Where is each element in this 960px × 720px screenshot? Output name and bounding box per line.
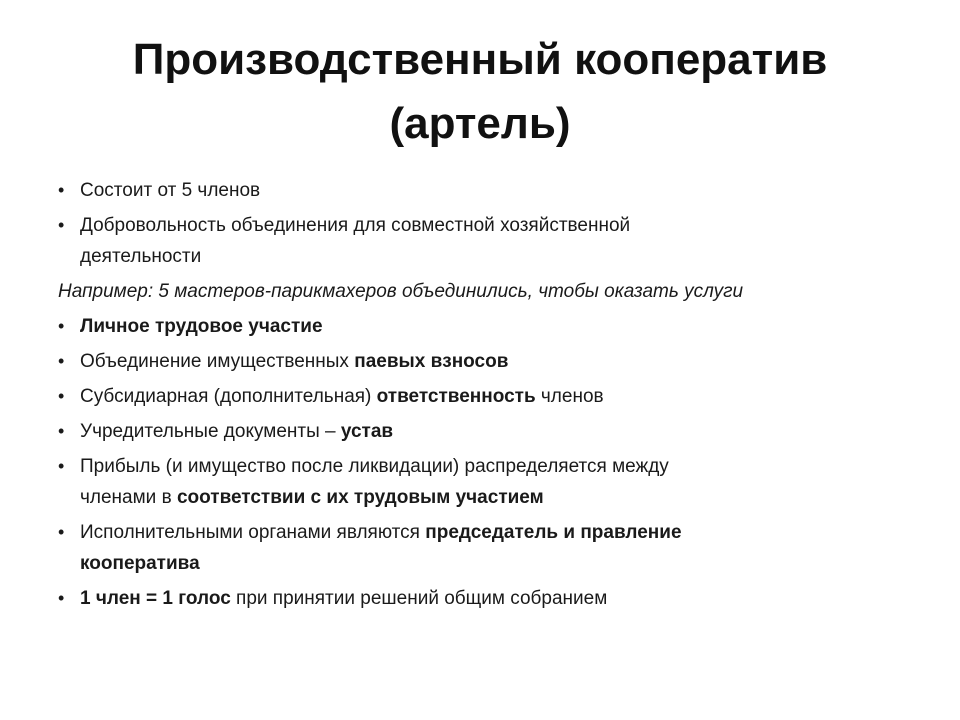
item-text-bold: устав [340,421,394,442]
list-item [58,517,918,579]
list-item [58,346,918,377]
bullet-icon: • [58,215,65,235]
item-text-bold: председатель и правление [425,522,682,543]
bullet-icon: • [58,421,65,441]
slide-body [58,175,918,618]
item-text-bold: 1 член = 1 голос [80,588,231,609]
list-item [58,175,918,206]
bullet-icon: • [58,456,65,476]
item-text-bold: Личное трудовое участие [80,316,323,337]
item-text: при принятии решений общим собранием [230,588,608,609]
example-text: Например: 5 мастеров-парикмахеров объединились, чтобы оказать услуги [58,281,744,302]
bullet-icon: • [58,180,65,200]
item-text: Исполнительными органами являются [80,522,426,543]
item-text-bold: соответствии с их трудовым участием [176,487,544,508]
item-text-bold: кооператива [80,553,200,574]
item-text: Добровольность объединения для совместной хозяйственной [80,215,631,236]
slide-title [40,28,920,156]
slide-title-line1: Производственный кооператив [132,35,828,84]
slide-title-line2: (артель) [389,99,571,148]
list-item [58,416,918,447]
bullet-icon: • [58,351,65,371]
item-text: Учредительные документы – [80,421,341,442]
item-text-bold: ответственность [376,386,536,407]
bullet-icon: • [58,522,65,542]
list-item [58,451,918,513]
example-note [58,276,918,307]
item-text: Прибыль (и имущество после ликвидации) распределяется между [80,456,669,477]
bullet-icon: • [58,386,65,406]
item-text: Субсидиарная (дополнительная) [80,386,377,407]
list-item [58,583,918,614]
list-item [58,311,918,342]
item-text: членов [535,386,604,407]
item-text: Состоит от 5 членов [80,180,261,201]
list-item [58,210,918,272]
bullet-icon: • [58,588,65,608]
item-text-bold: паевых взносов [354,351,509,372]
list-item [58,381,918,412]
item-text-line2: деятельности [80,246,202,267]
item-text: членами в [80,487,177,508]
bullet-icon: • [58,316,65,336]
item-text: Объединение имущественных [80,351,355,372]
